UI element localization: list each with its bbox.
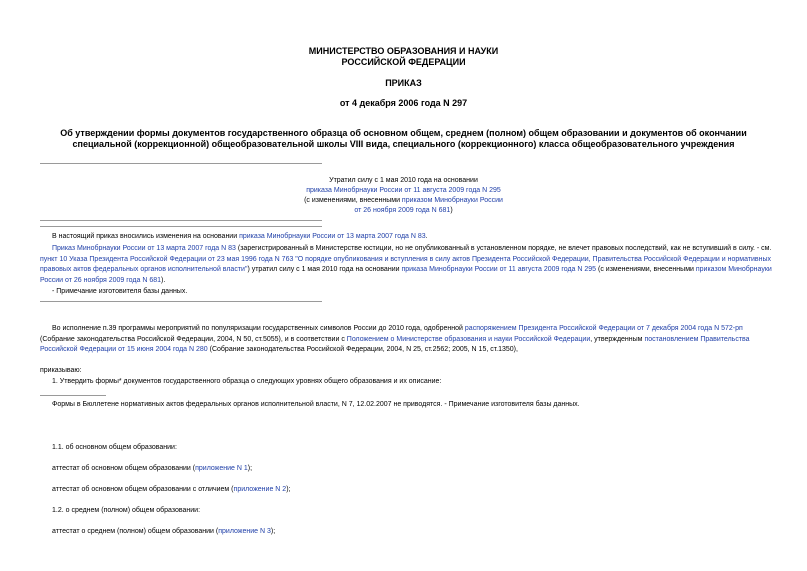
certificate-secondary: аттестат о среднем (полном) общем образовании (приложение N 3); xyxy=(52,528,276,535)
appendix-1-link[interactable]: приложение N 1 xyxy=(195,465,248,472)
divider xyxy=(40,226,322,227)
document-date-number: от 4 декабря 2006 года N 297 xyxy=(339,98,468,108)
status-note-line2 xyxy=(0,186,807,197)
footnote-divider xyxy=(40,395,106,396)
status-note-line1: Утратил силу с 1 мая 2010 года на основании xyxy=(329,177,478,184)
divider xyxy=(40,220,322,221)
ministry-name-line2: РОССИЙСКОЙ ФЕДЕРАЦИИ xyxy=(341,57,466,67)
certificate-basic: аттестат об основном общем образовании (приложение N 1); xyxy=(52,465,253,472)
changes-note-paragraph: В настоящий приказ вносились изменения на основании приказа Минобрнауки России от 13 марта 2007 года N 83. xyxy=(52,233,428,240)
government-resolution-280-link[interactable]: постановлением Правительства Российской Федерации от 15 июня 2004 года N 280 xyxy=(40,335,750,353)
amend-order-date-link[interactable]: от 26 ноября 2009 года N 681 xyxy=(354,207,451,214)
document-title-line1: Об утверждении формы документов государственного образца об основном общем, среднем (полном) общем образовании и документов об окончании xyxy=(60,128,747,138)
status-note-line4: от 26 ноября 2009 года N 681) xyxy=(354,207,453,214)
footnote: Формы в Бюллетене нормативных актов федеральных органов исполнительной власти, N 7, 12.02.2007 не приводятся. - Примечание изготовителя базы данных. xyxy=(52,401,580,408)
document-type: ПРИКАЗ xyxy=(385,78,422,88)
ministry-regulation-link[interactable]: Положением о Министерстве образования и науки Российской Федерации xyxy=(346,335,591,343)
appendix-3-link[interactable]: приложение N 3 xyxy=(218,528,271,535)
change-order-83-link[interactable]: Приказ Минобрнауки России от 13 марта 2007 года N 83 xyxy=(52,245,236,252)
changes-note-legal-paragraph: Приказ Минобрнауки России от 13 марта 2007 года N 83 (зарегистрированный в Министерстве юстиции, но не опубликованный в установленном порядке, не влечет правовых последствий, как не вступивший в силу. - см. пункт 10 Указа Президента Российской Федерации от 23 мая 1996 года N 763 "О порядке опубликования и вступления в силу актов Президента Российской Федерации, Правительства Российской Федерации и нормативных правовых актов федеральных органов исполнительной власти") утратил силу с 1 мая 2010 года на основании приказа Минобрнауки России от 11 августа 2009 года N 295 (с изменениями, внесенными приказом Минобрнауки России от 26 ноября 2009 года N 681). xyxy=(40,245,772,284)
divider xyxy=(40,301,322,302)
item-1: 1. Утвердить формы* документов государственного образца о следующих уровнях общего образования и их описание: xyxy=(52,378,442,385)
repeal-order-link[interactable]: приказа Минобрнауки России от 11 августа 2009 года N 295 xyxy=(306,187,501,194)
item-1-2: 1.2. о среднем (полном) общем образовании: xyxy=(52,507,201,514)
change-order-link[interactable]: приказа Минобрнауки России от 13 марта 2007 года N 83 xyxy=(239,233,426,240)
item-1-1: 1.1. об основном общем образовании: xyxy=(52,444,177,451)
order-295-link[interactable]: приказа Минобрнауки России от 11 августа 2009 года N 295 xyxy=(401,266,597,273)
certificate-basic-honors: аттестат об основном общем образовании с отличием (приложение N 2); xyxy=(52,486,291,493)
ministry-name-line1: МИНИСТЕРСТВО ОБРАЗОВАНИЯ И НАУКИ xyxy=(308,46,499,56)
editor-note: - Примечание изготовителя базы данных. xyxy=(52,288,188,295)
appendix-2-link[interactable]: приложение N 2 xyxy=(233,486,287,493)
status-note-line3: (с изменениями, внесенными приказом Минобрнауки России xyxy=(304,197,503,204)
decree-763-link[interactable]: пункт 10 Указа Президента Российской Федерации от 23 мая 1996 года N 763 "О порядке опубликования и вступления в силу актов Президента Российской Федерации, Правительства Российской Федерации и нормативных правовых актов федеральных органов исполнительной власти" xyxy=(40,255,772,273)
amend-order-link[interactable]: приказом Минобрнауки России xyxy=(401,197,503,204)
document-title-line2: специальной (коррекционной) общеобразовательной школы VIII вида, специального (коррекционного) класса общеобразовательного учреждения xyxy=(72,139,735,149)
divider xyxy=(40,163,322,164)
order-word: приказываю: xyxy=(40,367,82,374)
presidential-order-572-link[interactable]: распоряжением Президента Российской Федерации от 7 декабря 2004 года N 572-рп xyxy=(464,325,743,332)
preamble-paragraph: Во исполнение п.39 программы мероприятий по популяризации государственных символов России до 2010 года, одобренной распоряжением Президента Российской Федерации от 7 декабря 2004 года N 572-рп (Собрание законодательства Российской Федерации, 2004, N 50, ст.5055), и в соответствии с Положением о Министерстве образования и науки Российской Федерации, утвержденным постановлением Правительства Российской Федерации от 15 июня 2004 года N 280 (Собрание законодательства Российской Федерации, 2004, N 25, ст.2562; 2005, N 15, ст.1350), xyxy=(40,325,750,353)
order-681-link[interactable]: приказом Минобрнауки России от 26 ноября 2009 года N 681 xyxy=(40,266,772,284)
